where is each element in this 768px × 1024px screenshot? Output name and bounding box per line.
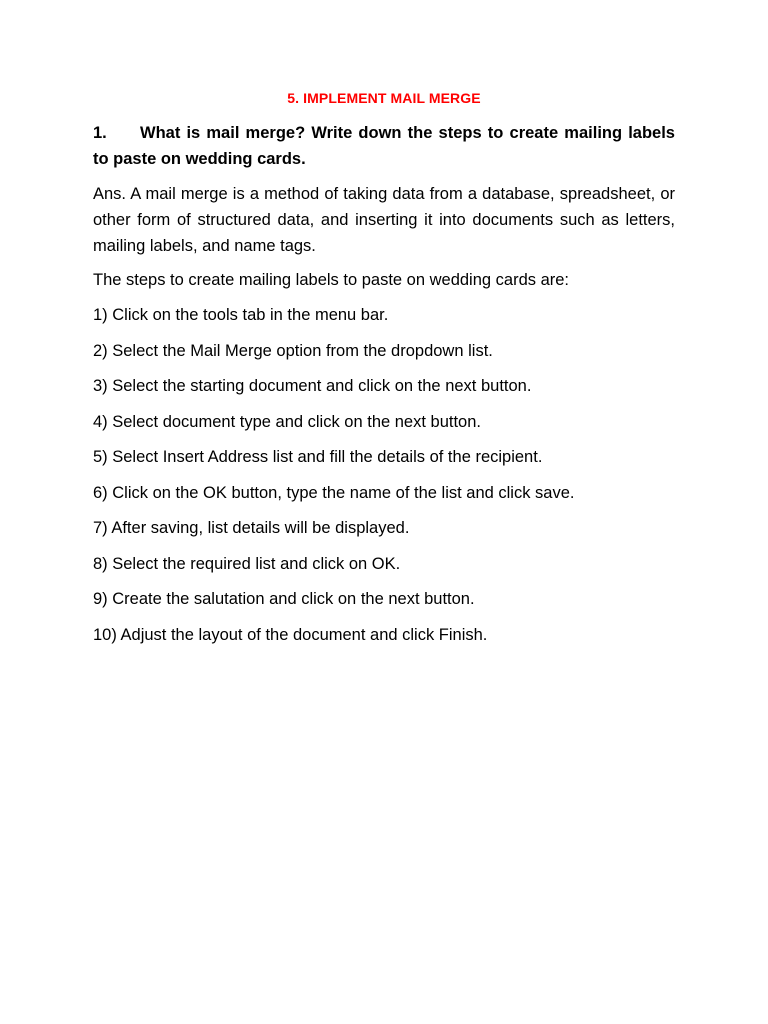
step-item: 2) Select the Mail Merge option from the dropdown list. <box>93 341 493 360</box>
question <box>93 120 675 172</box>
chapter-title: 5. IMPLEMENT MAIL MERGE <box>287 90 481 106</box>
step-item: 10) Adjust the layout of the document and click Finish. <box>93 625 488 644</box>
steps-intro: The steps to create mailing labels to paste on wedding cards are: <box>93 271 570 289</box>
step-item: 4) Select document type and click on the next button. <box>93 412 481 431</box>
step-item: 1) Click on the tools tab in the menu bar. <box>93 306 389 324</box>
answer-paragraph: Ans. A mail merge is a method of taking data from a database, spreadsheet, or other form of structured data, and inserting it into documents such as letters, mailing labels, and name tags. <box>93 185 675 255</box>
step-item: 5) Select Insert Address list and fill the details of the recipient. <box>93 448 543 466</box>
question-number: 1. <box>93 124 107 142</box>
steps-list <box>93 302 675 657</box>
step-item: 6) Click on the OK button, type the name of the list and click save. <box>93 483 575 502</box>
step-item: 8) Select the required list and click on OK. <box>93 554 401 573</box>
step-item: 7) After saving, list details will be displayed. <box>93 519 410 537</box>
step-item: 9) Create the salutation and click on the next button. <box>93 590 475 608</box>
step-item: 3) Select the starting document and click on the next button. <box>93 377 532 395</box>
question-text: What is mail merge? Write down the steps to create mailing labels to paste on wedding cards. <box>93 124 675 168</box>
